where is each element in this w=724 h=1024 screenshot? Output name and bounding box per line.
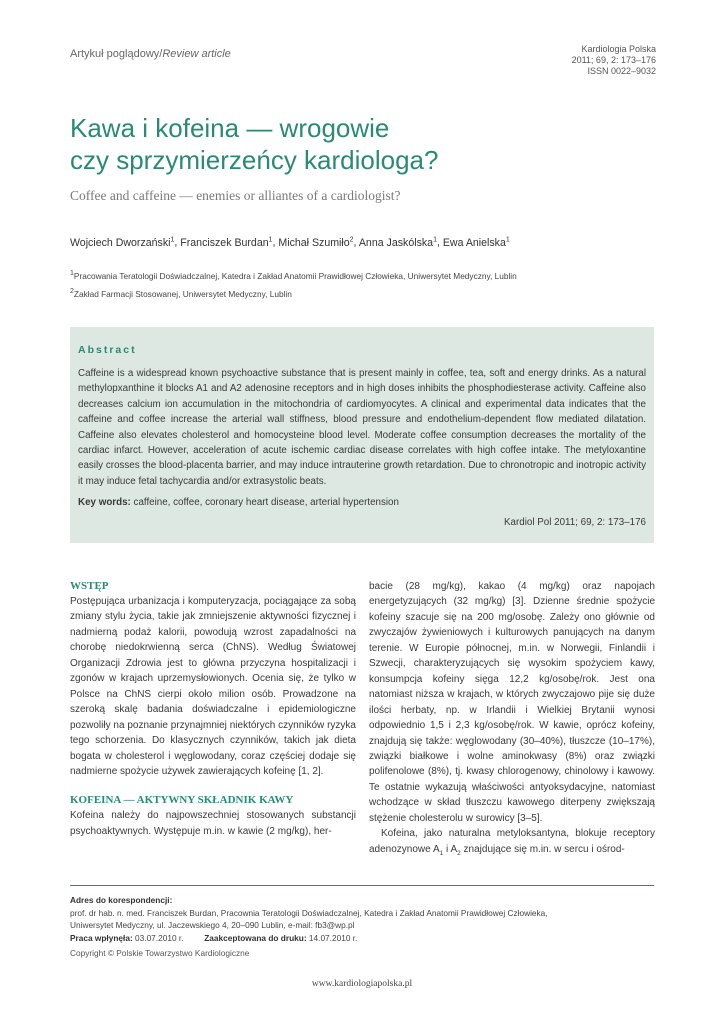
paragraph: Kofeina należy do najpowszechniej stosowanych substancji psychoaktywnych. Występuje m.in. w kawie (2 mg/kg), her- bbox=[70, 810, 356, 837]
journal-volume: 2011; 69, 2: 173–176 bbox=[571, 55, 656, 65]
title-line-1: Kawa i kofeina — wrogowie bbox=[70, 113, 390, 143]
paragraph: Kofeina, jako naturalna metyloksantyna, blokuje receptory adenozynowe $A_1$ i $A_2$ znajdujące się m.in. w sercu i ośrod- bbox=[369, 828, 655, 857]
section-heading: KOFEINA — AKTYWNY SKŁADNIK KAWY bbox=[70, 794, 294, 807]
affiliation: $^1$Pracowania Teratologii Doświadczalnej, Katedra i Zakład Anatomii Prawidłowej Człowieka, Uniwersytet Medyczny, Lublin bbox=[70, 270, 517, 281]
received-label: Praca wpłynęła: bbox=[70, 932, 133, 943]
section-heading: WSTĘP bbox=[70, 580, 109, 592]
article-subtitle: Coffee and caffeine — enemies or alliantes of a cardiologist? bbox=[70, 188, 401, 203]
correspondence-address: prof. dr hab. n. med. Franciszek Burdan, Pracownia Teratologii Doświadczalnej, Katedra i Zakład Anatomii Prawidłowej Człowieka, bbox=[70, 907, 548, 918]
body-column-left bbox=[70, 579, 356, 839]
accepted-date: 14.07.2010 r. bbox=[308, 932, 358, 943]
keywords bbox=[78, 497, 646, 508]
author: Wojciech Dworzański$^1$ bbox=[70, 236, 175, 249]
author: Ewa Anielska$^1$ bbox=[442, 236, 510, 249]
abstract-heading: Abstract bbox=[78, 344, 137, 356]
abstract-text: Caffeine is a widespread known psychoactive substance that is present mainly in coffee, tea, soft and energy drinks. As a natural methylopxanthine it blocks A1 and A2 adenosine receptors and in high doses inhibits the phosphodiesterase activity. Caffeine also decreases calcium ion accumulation in the mitochondria of cardiomyocytes. A clinical and experimental data indicates that the caffeine and coffee increase the arterial wall stiffness, blood pressure and endothelium-dependent flow mediated dilatation. Caffeine also elevates cholesterol and homocysteine blood level. Moderate coffee consumption decreases the mortality of the cardiac infarct. However, acceleration of acute ischemic cardiac disease correlates with high coffee intake. The metyloxantine easily crosses the blood-placenta barrier, and may induce intrauterine growth retardation. Due to chronotropic and inotropic activity it may induce fetal tachycardia and/or extrasystolic beats. bbox=[78, 368, 646, 487]
citation: Kardiol Pol 2011; 69, 2: 173–176 bbox=[504, 517, 646, 528]
correspondence-label: Adres do korespondencji: bbox=[70, 895, 173, 905]
keywords-label: Key words: bbox=[78, 497, 131, 508]
footer-divider bbox=[70, 885, 654, 886]
dates bbox=[70, 932, 548, 945]
article-type-en: Review article bbox=[162, 48, 231, 60]
keywords-text: caffeine, coffee, coronary heart disease, arterial hypertension bbox=[133, 497, 399, 508]
journal-reference bbox=[572, 44, 656, 77]
journal-issn: ISSN 0022–9032 bbox=[587, 66, 656, 76]
affiliation: $^2$Zakład Farmacji Stosowanej, Uniwersytet Medyczny, Lublin bbox=[70, 287, 292, 299]
article-type-pl: Artykuł poglądowy/ bbox=[70, 48, 163, 60]
correspondence bbox=[70, 894, 548, 944]
article-type bbox=[70, 48, 231, 60]
body-column-right bbox=[369, 579, 655, 861]
paragraph: Postępująca urbanizacja i komputeryzacja, pociągające za sobą zmiany stylu życia, takie jak zmniejszenie aktywności fizycznej i nadmierną podaż kalorii, powodują wzrost zapadalności na chorobę niedokrwienną serca (ChNS). Według Światowej Organizacji Zdrowia jest to główna przyczyna hospitalizacji i zgonów w krajach uprzemysłowionych. Ocenia się, że tylko w Polsce na ChNS cierpi około milion osób. Prowadzone na szeroką skalę badania doświadczalne i epidemiologiczne pozwoliły na poznanie przynajmniej niektórych czynników ryzyka tego schorzenia. Do klasycznych czynników, takich jak dieta bogata w cholesterol i węglowodany, coraz częściej dodaje się nadmierne spożycie używek zawierających kofeinę [1, 2]. bbox=[70, 596, 356, 777]
accepted-label: Zaakceptowana do druku: bbox=[204, 932, 307, 943]
correspondence-address: Uniwersytet Medyczny, ul. Jaczewskiego 4, 20–090 Lublin, e-mail: fb3@wp.pl bbox=[70, 920, 355, 930]
copyright: Copyright © Polskie Towarzystwo Kardiologiczne bbox=[70, 948, 250, 958]
article-title bbox=[70, 112, 630, 176]
journal-name: Kardiologia Polska bbox=[581, 44, 656, 54]
affiliations bbox=[70, 266, 517, 302]
author: Michał Szumiło$^2$ bbox=[278, 236, 354, 249]
website-link[interactable]: www.kardiologiapolska.pl bbox=[311, 979, 413, 989]
author-list: Wojciech Dworzański$^1$, Franciszek Burdan$^1$, Michał Szumiło$^2$, Anna Jaskólska$^1$, Ewa Anielska$^1$ bbox=[70, 236, 510, 249]
received-date: 03.07.2010 r. bbox=[135, 932, 184, 943]
paragraph: bacie (28 mg/kg), kakao (4 mg/kg) oraz napojach energetyzujących (32 mg/kg) [3]. Dzienne średnie spożycie kofeiny szacuje się na 200 mg/osobę. Zależy ono głównie od zwyczajów żywieniowych i kulturowych panujących na danym terenie. W Europie północnej, m.in. w Norwegii, Finlandii i Szwecji, charakteryzujących się wysokim spożyciem kawy, konsumpcja kofeiny sięga 12,2 kg/osobę/rok. Jest ona natomiast niższa w krajach, w których zwyczajowo pije się duże ilości herbaty, np. w Irlandii i Wielkiej Brytanii wynosi odpowiednio 1,5 i 2,3 kg/osobę/rok. W kawie, oprócz kofeiny, znajdują się także: węglowodany (30–40%), tłuszcze (10–17%), związki białkowe i wolne aminokwasy (8%) oraz związki polifenolowe (8%), tj. kwasy chlorogenowy, chinolowy i kawowy. Te ostatnie wykazują właściwości antyoksydacyjne, natomiast wchodzące w skład tłuszczu kawowego diterpeny zwiększają stężenie cholesterolu w surowicy [3–5]. bbox=[369, 581, 655, 824]
author: Franciszek Burdan$^1$ bbox=[180, 236, 273, 249]
title-line-2: czy sprzymierzeńcy kardiologa? bbox=[70, 145, 439, 175]
author: Anna Jaskólska$^1$ bbox=[358, 236, 437, 249]
